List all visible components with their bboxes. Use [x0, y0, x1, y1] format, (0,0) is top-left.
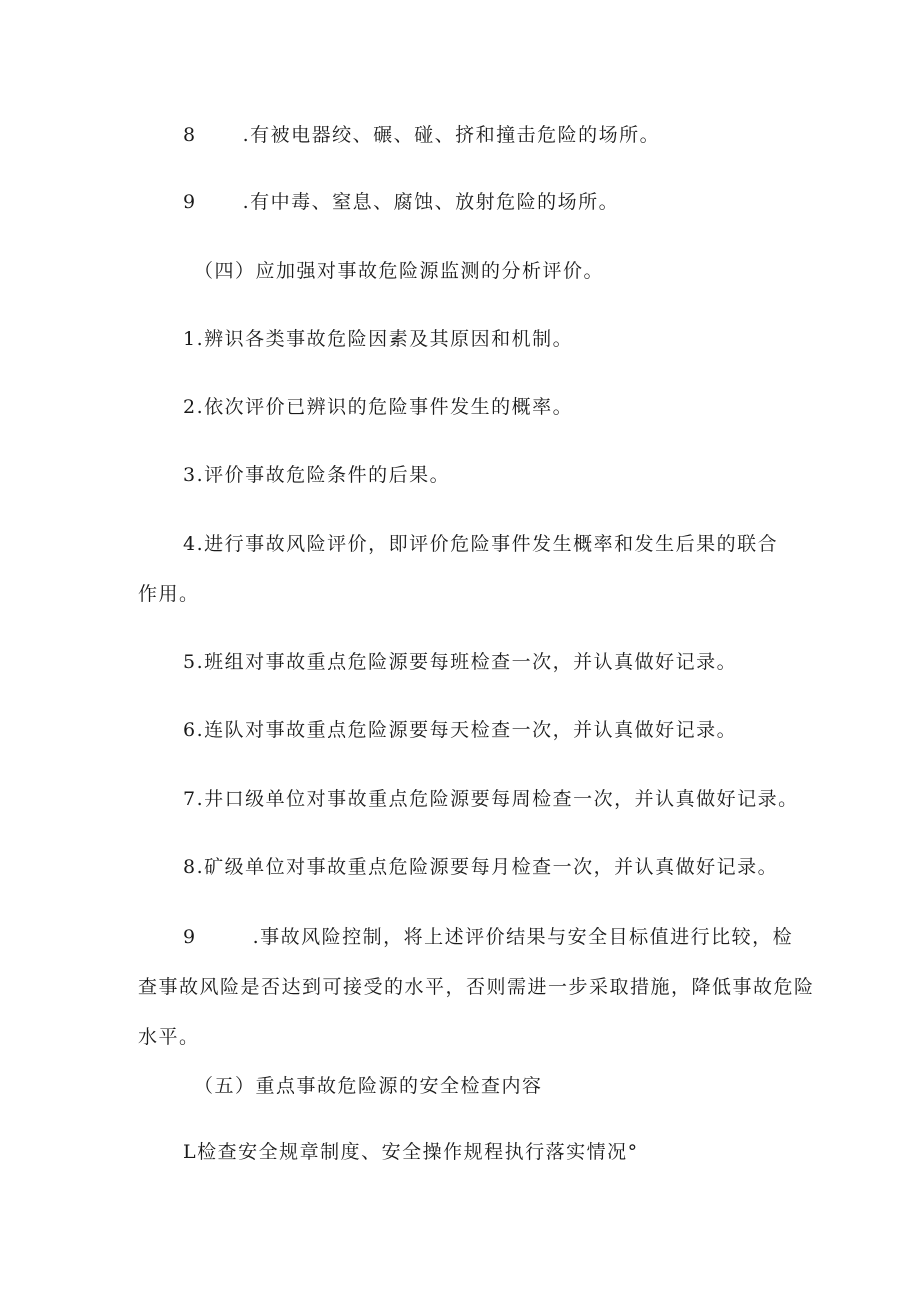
paragraph-item-9 — [183, 193, 619, 212]
item-text: .事故风险控制，将上述评价结果与安全目标值进行比较，检 — [252, 926, 794, 948]
paragraph-item-9b-line-3 — [138, 1028, 200, 1047]
item-text: 作用。 — [138, 583, 200, 605]
paragraph-item-7 — [183, 790, 799, 809]
item-number: 8 — [183, 124, 197, 146]
item-text: .有被电器绞、碾、碰、挤和撞击危险的场所。 — [242, 124, 661, 146]
item-text: 2.依次评价已辨识的危险事件发生的概率。 — [183, 396, 574, 418]
item-text: 4.进行事故风险评价，即评价危险事件发生概率和发生后果的联合 — [183, 533, 779, 555]
paragraph-item-8b — [183, 858, 778, 877]
item-text: 1.辨识各类事故危险因素及其原因和机制。 — [183, 328, 574, 350]
paragraph-item-5 — [183, 653, 737, 672]
section-heading-5 — [194, 1077, 543, 1096]
item-text: L检查安全规章制度、安全操作规程执行落实情况° — [183, 1141, 639, 1163]
section-heading-text: （四）应加强对事故危险源监测的分析评价。 — [194, 260, 605, 282]
item-text: 查事故风险是否达到可接受的水平，否则需进一步采取措施，降低事故危险 — [138, 976, 815, 998]
paragraph-item-4-line-2 — [138, 585, 200, 604]
item-text: 5.班组对事故重点危险源要每班检查一次，并认真做好记录。 — [183, 651, 738, 673]
item-text: 3.评价事故危险条件的后果。 — [183, 464, 451, 486]
section-heading-text: （五）重点事故危险源的安全检查内容 — [194, 1075, 543, 1097]
paragraph-item-9b-line-2 — [138, 978, 815, 997]
item-number: 9 — [183, 926, 197, 948]
section-heading-4 — [194, 262, 604, 281]
paragraph-item-1 — [183, 330, 573, 349]
item-text: .有中毒、窒息、腐蚀、放射危险的场所。 — [242, 191, 620, 213]
paragraph-item-6 — [183, 721, 737, 740]
item-text: 7.井口级单位对事故重点危险源要每周检查一次，并认真做好记录。 — [183, 788, 799, 810]
paragraph-item-4-line-1 — [183, 535, 778, 554]
item-text: 6.连队对事故重点危险源要每天检查一次，并认真做好记录。 — [183, 719, 738, 741]
item-text: 水平。 — [138, 1026, 200, 1048]
paragraph-item-9b-line-1 — [183, 928, 793, 947]
item-text: 8.矿级单位对事故重点危险源要每月检查一次，并认真做好记录。 — [183, 856, 779, 878]
paragraph-item-3 — [183, 466, 450, 485]
paragraph-item-2 — [183, 398, 573, 417]
item-number: 9 — [183, 191, 197, 213]
paragraph-item-8 — [183, 126, 660, 145]
paragraph-item-L — [183, 1143, 639, 1162]
